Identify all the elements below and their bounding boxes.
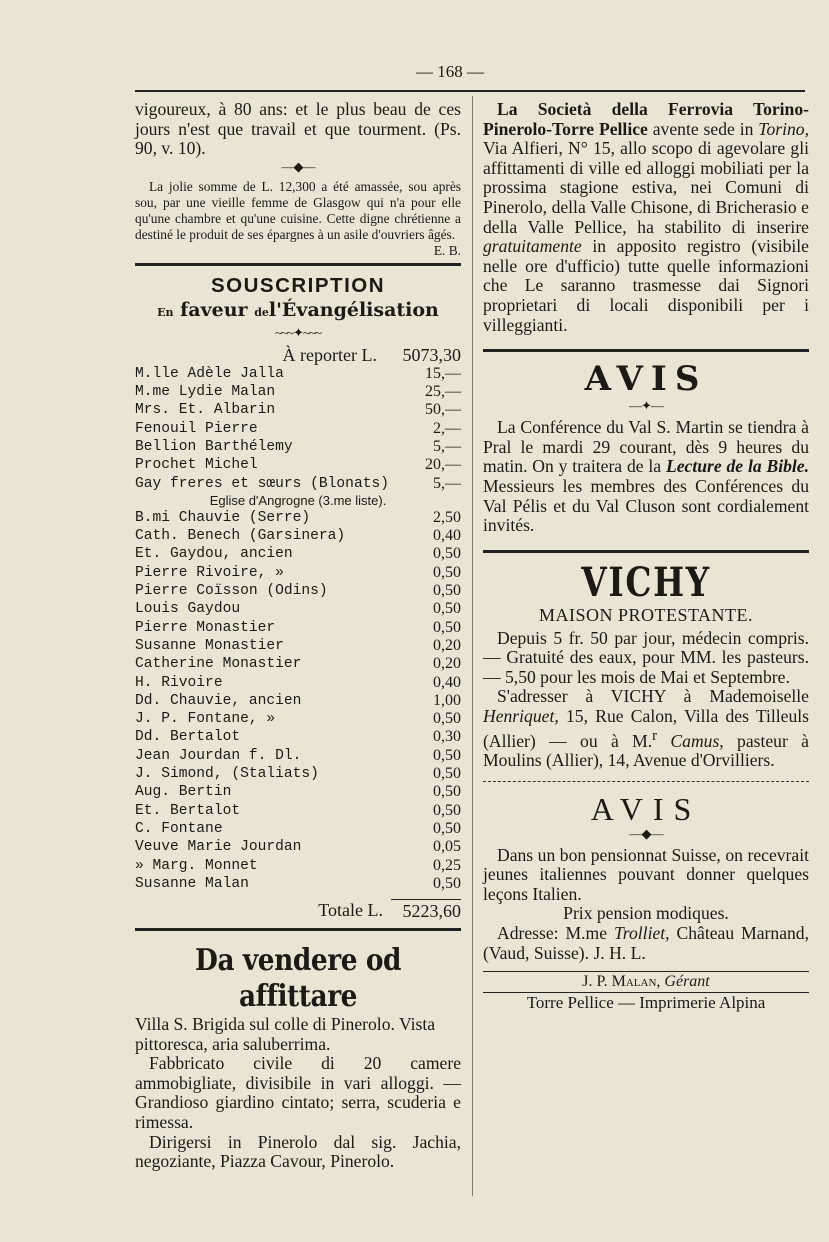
section-rule (135, 928, 461, 931)
donor-name: Jean Jourdan f. Dl. (135, 747, 302, 764)
donor-row (135, 475, 461, 493)
vichy-subtitle: MAISON PROTESTANTE. (538, 604, 754, 625)
avis1-text-1: La Conférence du Val S. Martin se tiendra à Pral le mardi 29 courant, dès 9 heures du matin. On y traitera de la (483, 417, 809, 477)
avis2-text-b: Château Marnand, (Vaud, Suisse). (483, 923, 809, 963)
gerant-name: J. P. Malan, (582, 973, 661, 991)
donor-amount: 1,00 (433, 691, 461, 709)
donor-name: Veuve Marie Jourdan (135, 839, 302, 856)
avis2-paragraph-3 (483, 924, 809, 963)
donor-name: Mrs. Et. Albarin (135, 402, 276, 419)
ferrovia-notice (483, 100, 809, 335)
report-row (135, 345, 461, 365)
donor-row (135, 783, 461, 801)
ferrovia-company: La Società della Ferrovia Torino-Pinerolo-Torre Pellice (483, 99, 809, 139)
vichy-henriquet: Henriquet, (483, 706, 559, 727)
donor-name: B.mi Chauvie (Serre) (135, 509, 311, 526)
donor-amount: 0,05 (433, 838, 461, 856)
donor-name: Dd. Chauvie, ancien (135, 692, 302, 709)
donor-name: Et. Gaydou, ancien (135, 546, 293, 563)
ornament-divider: —✦— (629, 398, 663, 414)
donor-name: J. Simond, (Staliats) (135, 766, 319, 783)
ornament-divider: ~~~✦~~~ (274, 324, 322, 340)
donor-subheading: Eglise d'Angrogne (3.me liste). (209, 492, 387, 508)
donor-amount: 0,40 (433, 673, 461, 691)
donor-amount: 20,— (425, 456, 461, 474)
donor-amount: 15,— (425, 364, 461, 382)
donor-row (135, 438, 461, 456)
donor-row (135, 747, 461, 765)
vichy-camus: Camus, (670, 730, 724, 751)
donor-row (135, 509, 461, 527)
donor-amount: 0,40 (433, 527, 461, 545)
donor-name: J. P. Fontane, » (135, 711, 276, 728)
note-signature-row (135, 243, 461, 259)
report-label: À reporter L. (282, 344, 377, 365)
ferrovia-text-2: , Via Alfieri, N° 15, allo scopo di agevolare gli affittamenti di ville ed alloggi mobiliati per la prossima stagione estiva, nei Comuni di Pinerolo, della Valle Chisone, di Bricherasio e della Valle Pellice, ha stabilito di inserire (483, 118, 809, 237)
vichy-sup: r (652, 727, 658, 744)
donor-amount: 0,50 (433, 545, 461, 563)
avis1-lecture: Lecture de la Bible. (665, 456, 809, 477)
donor-name: M.lle Adèle Jalla (135, 365, 284, 382)
vichy-paragraph-1: Depuis 5 fr. 50 par jour, médecin compris. — Gratuité des eaux, pour MM. les pasteurs. — 5,50 pour les mois de Mai et Septembre. (483, 627, 809, 687)
donor-row (135, 692, 461, 710)
donor-name: Catherine Monastier (135, 656, 302, 673)
vichy-title: VICHY (581, 558, 711, 606)
donor-name: Pierre Rivoire, » (135, 564, 284, 581)
avis2-signature: J. H. L. (593, 942, 646, 963)
donor-row (135, 875, 461, 893)
donor-amount: 2,50 (433, 508, 461, 526)
donor-name: H. Rivoire (135, 674, 223, 691)
ferrovia-city: Torino (758, 118, 805, 139)
note-signature: E. B. (433, 242, 461, 258)
donor-row (135, 838, 461, 856)
avis1-text-2: Messieurs les membres des Conférences du Val Pélis et du Val Cluson sont cordialement invités. (483, 475, 809, 536)
donor-name: Dd. Bertalot (135, 729, 241, 746)
total-label: Totale L. (318, 900, 383, 921)
ornament-divider: —◆— (629, 825, 663, 841)
gerant-title: Gérant (664, 973, 710, 991)
total-amount: 5223,60 (391, 899, 461, 922)
vichy-text-b: 15, Rue Calon, Villa des Tilleuls (Allier) — ou à M. (483, 706, 809, 751)
glasgow-note: La jolie somme de L. 12,300 a été amassée, sou après sou, par une vieille femme de Glasgow qui n'a pour elle qu'une chambre et qu'une cuisine. Cette digne chrétienne a destiné le produit de ses épargnes à un asile d'ouvriers âgés. (135, 178, 461, 242)
donor-row (135, 820, 461, 838)
vendere-title: Da vendere od affittare (194, 943, 402, 1015)
faveur-subtitle (135, 298, 461, 325)
ferrovia-gratuit: gratuitamente (483, 236, 582, 257)
donor-row (135, 857, 461, 875)
donor-row (135, 655, 461, 673)
donor-name: Prochet Michel (135, 457, 258, 474)
faveur-rest: l'Évangélisation (268, 298, 439, 321)
ferrovia-text-1: avente sede in (647, 118, 759, 139)
vichy-text-c: pasteur à Moulins (Allier), 14, Avenue d'Orvilliers. (483, 730, 809, 771)
donor-amount: 25,— (425, 383, 461, 401)
donor-row (135, 582, 461, 600)
avis-title-1: AVIS (584, 359, 708, 400)
section-rule (135, 263, 461, 266)
donor-row (135, 637, 461, 655)
donor-row (135, 710, 461, 728)
vendere-paragraph-2: Fabbricato civile di 20 camere ammobigliate, divisibile in vari alloggi. — Grandioso giardino cintato; serra, scuderia e rimessa. (135, 1053, 461, 1133)
ferrovia-text-3: in apposito registro (visibile nelle ore d'ufficio) tutte quelle informazioni che Le saranno trasmesse dai Signori proprietari di locali disponibili per i villeggianti. (483, 236, 809, 335)
donor-name: Aug. Bertin (135, 784, 232, 801)
avis2-text-a: Adresse: M.me (497, 923, 614, 944)
page-number: — 168 — (416, 62, 484, 81)
donor-name: Fenouil Pierre (135, 420, 258, 437)
avis-conference-notice (483, 418, 809, 536)
donor-list-b (135, 509, 461, 893)
section-rule (483, 349, 809, 352)
faveur-de: de (254, 305, 269, 319)
vichy-paragraph-2 (483, 687, 809, 770)
right-column (483, 100, 809, 1013)
donor-row (135, 728, 461, 746)
donor-amount: 0,25 (433, 856, 461, 874)
donor-row (135, 765, 461, 783)
donor-name: Pierre Monastier (135, 619, 276, 636)
donor-amount: 0,50 (433, 783, 461, 801)
psalm-intro: vigoureux, à 80 ans: et le plus beau de ces jours n'est que travail et que tourment. (Ps. 90, v. 10). (135, 99, 461, 159)
donor-amount: 0,20 (433, 655, 461, 673)
donor-name: Susanne Malan (135, 875, 249, 892)
donor-amount: 0,50 (433, 582, 461, 600)
donor-name: C. Fontane (135, 820, 223, 837)
donor-name: M.me Lydie Malan (135, 384, 276, 401)
donor-name: Cath. Benech (Garsinera) (135, 528, 346, 545)
column-divider (472, 96, 473, 1196)
donor-row (135, 420, 461, 438)
vichy-text-a: S'adresser à VICHY à Mademoiselle (497, 686, 809, 707)
donor-row (135, 527, 461, 545)
donor-amount: 0,50 (433, 746, 461, 764)
donor-name: Gay freres et sœurs (Blonats) (135, 475, 389, 492)
faveur-prefix: En (157, 305, 174, 319)
donor-amount: 0,50 (433, 801, 461, 819)
donor-row (135, 619, 461, 637)
section-rule (483, 550, 809, 553)
donor-amount: 0,50 (433, 819, 461, 837)
donor-amount: 0,50 (433, 710, 461, 728)
donor-amount: 0,50 (433, 618, 461, 636)
header-rule (135, 90, 805, 92)
donor-name: Pierre Coïsson (Odins) (135, 583, 328, 600)
donor-row (135, 401, 461, 419)
dashed-divider (483, 781, 809, 782)
donor-name: Et. Bertalot (135, 802, 241, 819)
donor-amount: 0,50 (433, 563, 461, 581)
faveur-main: faveur (180, 298, 248, 321)
donor-name: Louis Gaydou (135, 601, 241, 618)
avis2-paragraph-2: Prix pension modiques. (563, 903, 729, 924)
donor-amount: 0,20 (433, 636, 461, 654)
vendere-paragraph-1: Villa S. Brigida sul colle di Pinerolo. Vista pittoresca, aria saluberrima. (135, 1014, 436, 1054)
donor-row (135, 600, 461, 618)
printer-footer: Torre Pellice — Imprimerie Alpina (526, 993, 766, 1013)
ornament-divider: —◆— (281, 158, 315, 174)
souscription-title: SOUSCRIPTION (210, 273, 386, 297)
gerant-line (483, 972, 809, 992)
donor-row (135, 564, 461, 582)
donor-amount: 0,50 (433, 600, 461, 618)
avis2-paragraph-1: Dans un bon pensionnat Suisse, on recevrait jeunes italiennes pouvant donner quelques leçons Italien. (483, 844, 809, 904)
donor-row (135, 365, 461, 383)
report-amount: 5073,30 (402, 344, 461, 365)
donor-amount: 0,50 (433, 874, 461, 892)
donor-row (135, 456, 461, 474)
avis2-trolliet: Trolliet, (613, 923, 670, 944)
donor-row (135, 383, 461, 401)
donor-name: Bellion Barthélemy (135, 438, 293, 455)
donor-amount: 0,50 (433, 765, 461, 783)
donor-row (135, 674, 461, 692)
donor-name: » Marg. Monnet (135, 857, 258, 874)
donor-row (135, 802, 461, 820)
donor-amount: 0,30 (433, 728, 461, 746)
donor-row (135, 545, 461, 563)
donor-amount: 50,— (425, 401, 461, 419)
vendere-paragraph-3: Dirigersi in Pinerolo dal sig. Jachia, negoziante, Piazza Cavour, Pinerolo. (135, 1131, 461, 1172)
donor-name: Susanne Monastier (135, 637, 284, 654)
left-column (135, 100, 461, 1172)
donor-amount: 5,— (433, 474, 461, 492)
donor-amount: 2,— (433, 419, 461, 437)
donor-list-a (135, 365, 461, 493)
donor-amount: 5,— (433, 437, 461, 455)
total-row (135, 899, 461, 922)
avis-title-2: AVIS (590, 790, 702, 827)
